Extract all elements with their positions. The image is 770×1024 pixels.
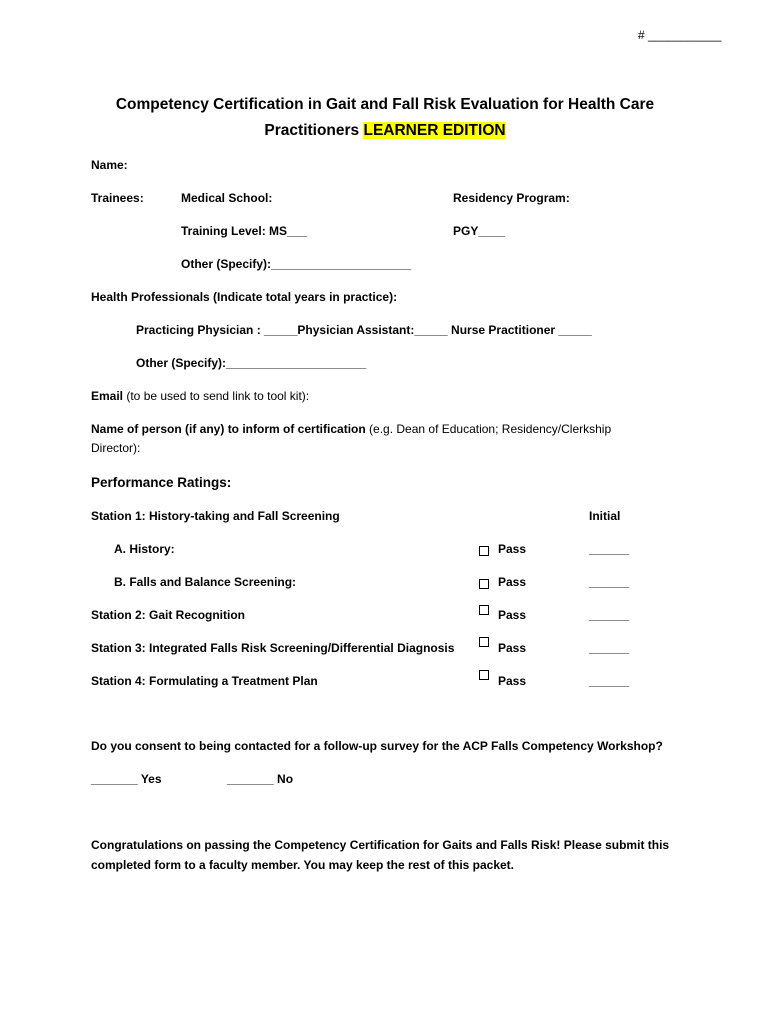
email-field[interactable] (91, 389, 309, 403)
station2-row-label: Station 2: Gait Recognition (91, 608, 246, 622)
station2-initial-field[interactable]: ______ (589, 608, 630, 622)
hp-other-specify-field[interactable]: Other (Specify):_____________________ (136, 356, 367, 370)
history-initial-field[interactable]: ______ (589, 542, 630, 556)
performance-ratings-heading: Performance Ratings: (91, 475, 232, 490)
email-label: Email (91, 389, 124, 403)
training-level-field[interactable]: Training Level: MS___ (181, 224, 308, 238)
page-title-line2 (0, 118, 770, 144)
station2-pass-label: Pass (498, 608, 527, 622)
residency-program-field[interactable]: Residency Program: (453, 191, 570, 205)
station4-pass-label: Pass (498, 674, 527, 688)
health-professionals-label: Health Professionals (Indicate total years in practice): (91, 290, 398, 304)
closing-message-line1: Congratulations on passing the Competency Certification for Gaits and Falls Risk! Please submit this (91, 838, 670, 852)
form-number: # ___________ (638, 28, 722, 42)
station3-initial-field[interactable]: ______ (589, 641, 630, 655)
name-label: Name: (91, 158, 128, 172)
inform-person-label: Name of person (if any) to inform of certification (91, 422, 366, 436)
station4-pass-checkbox[interactable] (479, 670, 489, 680)
consent-question: Do you consent to being contacted for a follow-up survey for the ACP Falls Competency Workshop? (91, 739, 663, 753)
station4-row-label: Station 4: Formulating a Treatment Plan (91, 674, 318, 688)
trainees-label: Trainees: (91, 191, 144, 205)
page-title-text: Practitioners (264, 122, 364, 139)
consent-no-field[interactable]: _______ No (227, 772, 294, 786)
history-pass-label: Pass (498, 542, 527, 556)
practitioner-type-fields[interactable]: Practicing Physician : _____Physician Assistant:_____ Nurse Practitioner _____ (136, 323, 592, 337)
inform-person-field[interactable] (91, 422, 611, 436)
falls-balance-pass-label: Pass (498, 575, 527, 589)
initial-column-header: Initial (589, 509, 621, 523)
inform-person-hint-line2: Director): (91, 441, 141, 455)
medical-school-field[interactable]: Medical School: (181, 191, 273, 205)
falls-balance-initial-field[interactable]: ______ (589, 575, 630, 589)
inform-person-hint: (e.g. Dean of Education; Residency/Clerkship (365, 422, 612, 436)
closing-message-line2: completed form to a faculty member. You may keep the rest of this packet. (91, 858, 515, 872)
falls-balance-row-label: B. Falls and Balance Screening: (114, 575, 297, 589)
email-hint: (to be used to send link to tool kit): (123, 389, 310, 403)
station2-pass-checkbox[interactable] (479, 605, 489, 615)
falls-balance-pass-checkbox[interactable] (479, 579, 489, 589)
learner-edition-highlight: LEARNER EDITION (363, 122, 506, 139)
history-pass-checkbox[interactable] (479, 546, 489, 556)
station3-pass-checkbox[interactable] (479, 637, 489, 647)
station3-row-label: Station 3: Integrated Falls Risk Screening/Differential Diagnosis (91, 641, 455, 655)
history-row-label: A. History: (114, 542, 175, 556)
station4-initial-field[interactable]: ______ (589, 674, 630, 688)
station1-heading: Station 1: History-taking and Fall Screening (91, 509, 340, 523)
station3-pass-label: Pass (498, 641, 527, 655)
trainee-other-specify-field[interactable]: Other (Specify):_____________________ (181, 257, 412, 271)
page-title-line1: Competency Certification in Gait and Fall Risk Evaluation for Health Care (115, 96, 655, 113)
pgy-field[interactable]: PGY____ (453, 224, 506, 238)
consent-yes-field[interactable]: _______ Yes (91, 772, 162, 786)
